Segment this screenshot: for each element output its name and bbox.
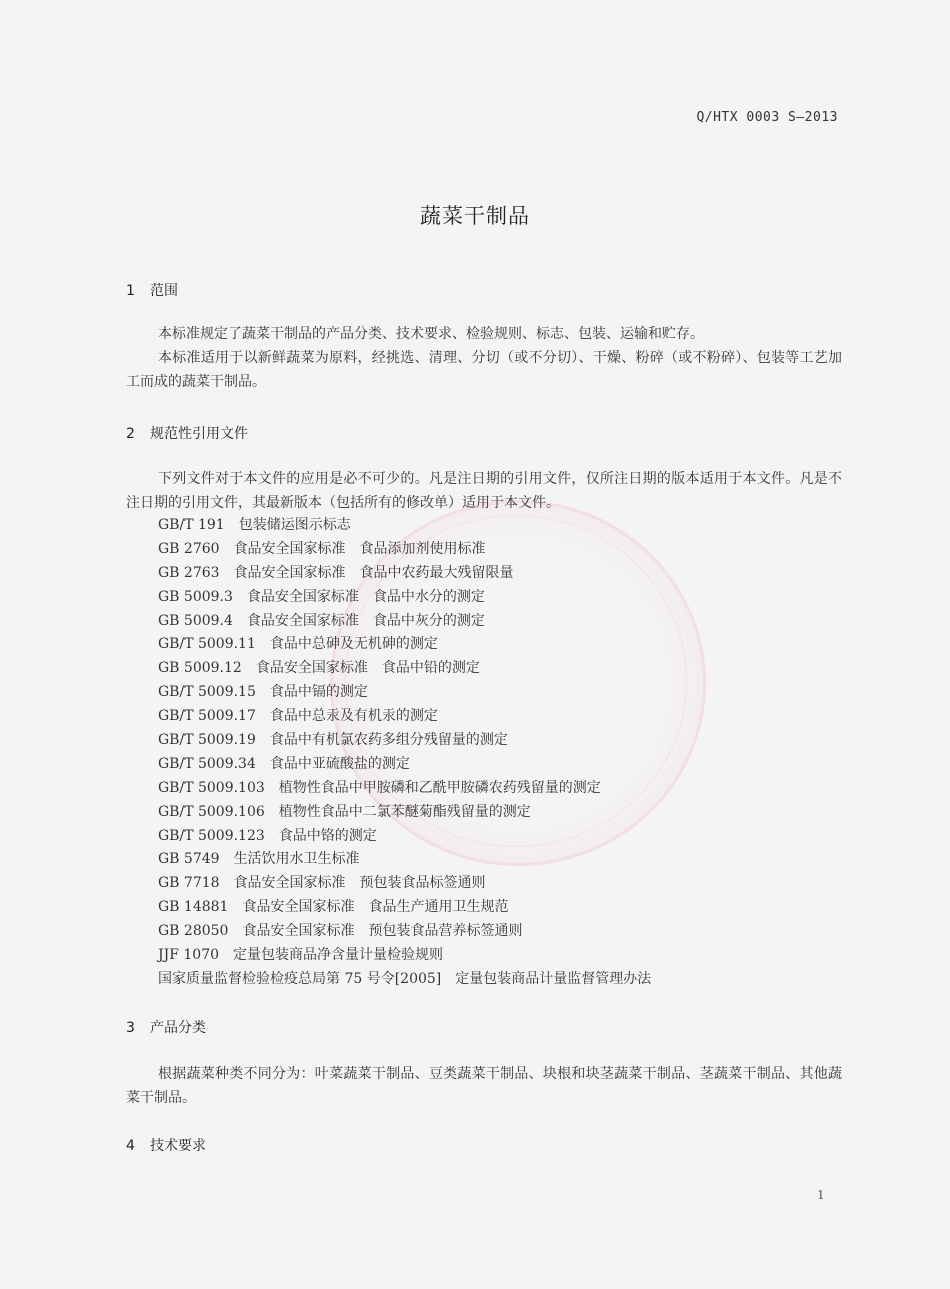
reference-item <box>158 872 651 896</box>
reference-name: 食品安全国家标准 食品中铅的测定 <box>255 660 480 677</box>
document-code: Q/HTX 0003 S—2013 <box>696 110 838 125</box>
reference-name: 食品中镉的测定 <box>269 684 368 701</box>
reference-item <box>158 514 651 538</box>
classification-paragraph: 根据蔬菜种类不同分为：叶菜蔬菜干制品、豆类蔬菜干制品、块根和块茎蔬菜干制品、茎蔬菜干制品、其他蔬菜干制品。 <box>126 1066 842 1106</box>
section-1-heading <box>126 280 178 300</box>
reference-item <box>158 705 651 729</box>
reference-name: 植物性食品中甲胺磷和乙酰甲胺磷农药残留量的测定 <box>278 779 601 796</box>
reference-name: 食品中有机氯农药多组分残留量的测定 <box>269 732 508 749</box>
reference-list <box>158 514 651 992</box>
reference-code: GB/T 191 <box>158 517 225 533</box>
reference-item <box>158 633 651 657</box>
section-number: 4 <box>126 1138 135 1154</box>
reference-item <box>158 968 651 992</box>
reference-code: GB/T 5009.106 <box>158 803 265 820</box>
reference-item <box>158 586 651 610</box>
reference-code: GB/T 5009.11 <box>158 636 256 653</box>
reference-item <box>158 729 651 753</box>
reference-item <box>158 825 651 849</box>
reference-code: GB/T 5009.17 <box>158 708 256 725</box>
reference-code: GB/T 5009.34 <box>158 755 256 772</box>
reference-code: GB/T 5009.103 <box>158 779 265 796</box>
section-title: 规范性引用文件 <box>150 426 248 442</box>
reference-name: 食品安全国家标准 食品中灰分的测定 <box>246 612 485 629</box>
reference-name: 食品安全国家标准 食品生产通用卫生规范 <box>242 899 509 916</box>
section-3-heading <box>126 1017 206 1037</box>
reference-code: GB 2760 <box>158 540 220 557</box>
reference-name: 食品安全国家标准 预包装食品标签通则 <box>233 875 486 892</box>
reference-name: 食品安全国家标准 食品中农药最大残留限量 <box>233 564 514 581</box>
reference-name: 包装储运图示标志 <box>238 517 351 533</box>
reference-name: 生活饮用水卫生标准 <box>233 851 360 868</box>
reference-name: 食品安全国家标准 预包装食品营养标签通则 <box>242 923 523 940</box>
reference-code: GB 5009.3 <box>158 588 233 605</box>
reference-code: GB 5749 <box>158 851 220 868</box>
section-title: 产品分类 <box>150 1020 206 1036</box>
reference-item <box>158 657 651 681</box>
section-number: 2 <box>126 426 135 442</box>
reference-item <box>158 944 651 968</box>
reference-code: GB/T 5009.123 <box>158 827 265 844</box>
scope-paragraph-2: 本标准适用于以新鲜蔬菜为原料，经挑选、清理、分切（或不分切）、干燥、粉碎（或不粉碎）、包装等工艺加工而成的蔬菜干制品。 <box>126 350 842 390</box>
references-intro: 下列文件对于本文件的应用是必不可少的。凡是注日期的引用文件，仅所注日期的版本适用于本文件。凡是不注日期的引用文件，其最新版本（包括所有的修改单）适用于本文件。 <box>126 471 842 511</box>
page-number: 1 <box>817 1188 825 1202</box>
section-title: 范围 <box>150 283 178 299</box>
reference-code: GB 14881 <box>158 899 229 916</box>
reference-code: GB 5009.4 <box>158 612 233 629</box>
reference-name: 食品安全国家标准 食品中水分的测定 <box>246 588 485 605</box>
reference-code: GB 7718 <box>158 875 220 892</box>
reference-item <box>158 777 651 801</box>
section-2-heading <box>126 423 248 443</box>
reference-item <box>158 848 651 872</box>
section-title: 技术要求 <box>150 1138 206 1154</box>
reference-item <box>158 562 651 586</box>
reference-code: GB 28050 <box>158 923 229 940</box>
scope-paragraph-1: 本标准规定了蔬菜干制品的产品分类、技术要求、检验规则、标志、包装、运输和贮存。 <box>158 326 704 342</box>
reference-code: GB 2763 <box>158 564 220 581</box>
reference-name: 食品中总砷及无机砷的测定 <box>269 636 438 653</box>
reference-item <box>158 801 651 825</box>
reference-item <box>158 920 651 944</box>
reference-name: 定量包装商品计量监督管理办法 <box>455 970 652 987</box>
section-number: 1 <box>126 283 135 299</box>
reference-item <box>158 538 651 562</box>
document-title: 蔬菜干制品 <box>420 204 530 228</box>
reference-code: 国家质量监督检验检疫总局第 75 号令[2005] <box>158 970 442 987</box>
reference-name: 植物性食品中二氯苯醚菊酯残留量的测定 <box>278 803 531 820</box>
reference-name: 食品安全国家标准 食品添加剂使用标准 <box>233 540 486 557</box>
reference-code: GB/T 5009.19 <box>158 732 256 749</box>
section-4-heading <box>126 1135 206 1155</box>
reference-name: 食品中总汞及有机汞的测定 <box>269 708 438 725</box>
reference-code: JJF 1070 <box>158 947 220 964</box>
reference-code: GB 5009.12 <box>158 660 242 677</box>
reference-item <box>158 896 651 920</box>
reference-code: GB/T 5009.15 <box>158 684 256 701</box>
reference-name: 定量包装商品净含量计量检验规则 <box>233 947 444 964</box>
reference-name: 食品中铬的测定 <box>278 827 377 844</box>
section-number: 3 <box>126 1020 135 1036</box>
reference-item <box>158 610 651 634</box>
reference-item <box>158 753 651 777</box>
reference-name: 食品中亚硫酸盐的测定 <box>269 755 410 772</box>
reference-item <box>158 681 651 705</box>
